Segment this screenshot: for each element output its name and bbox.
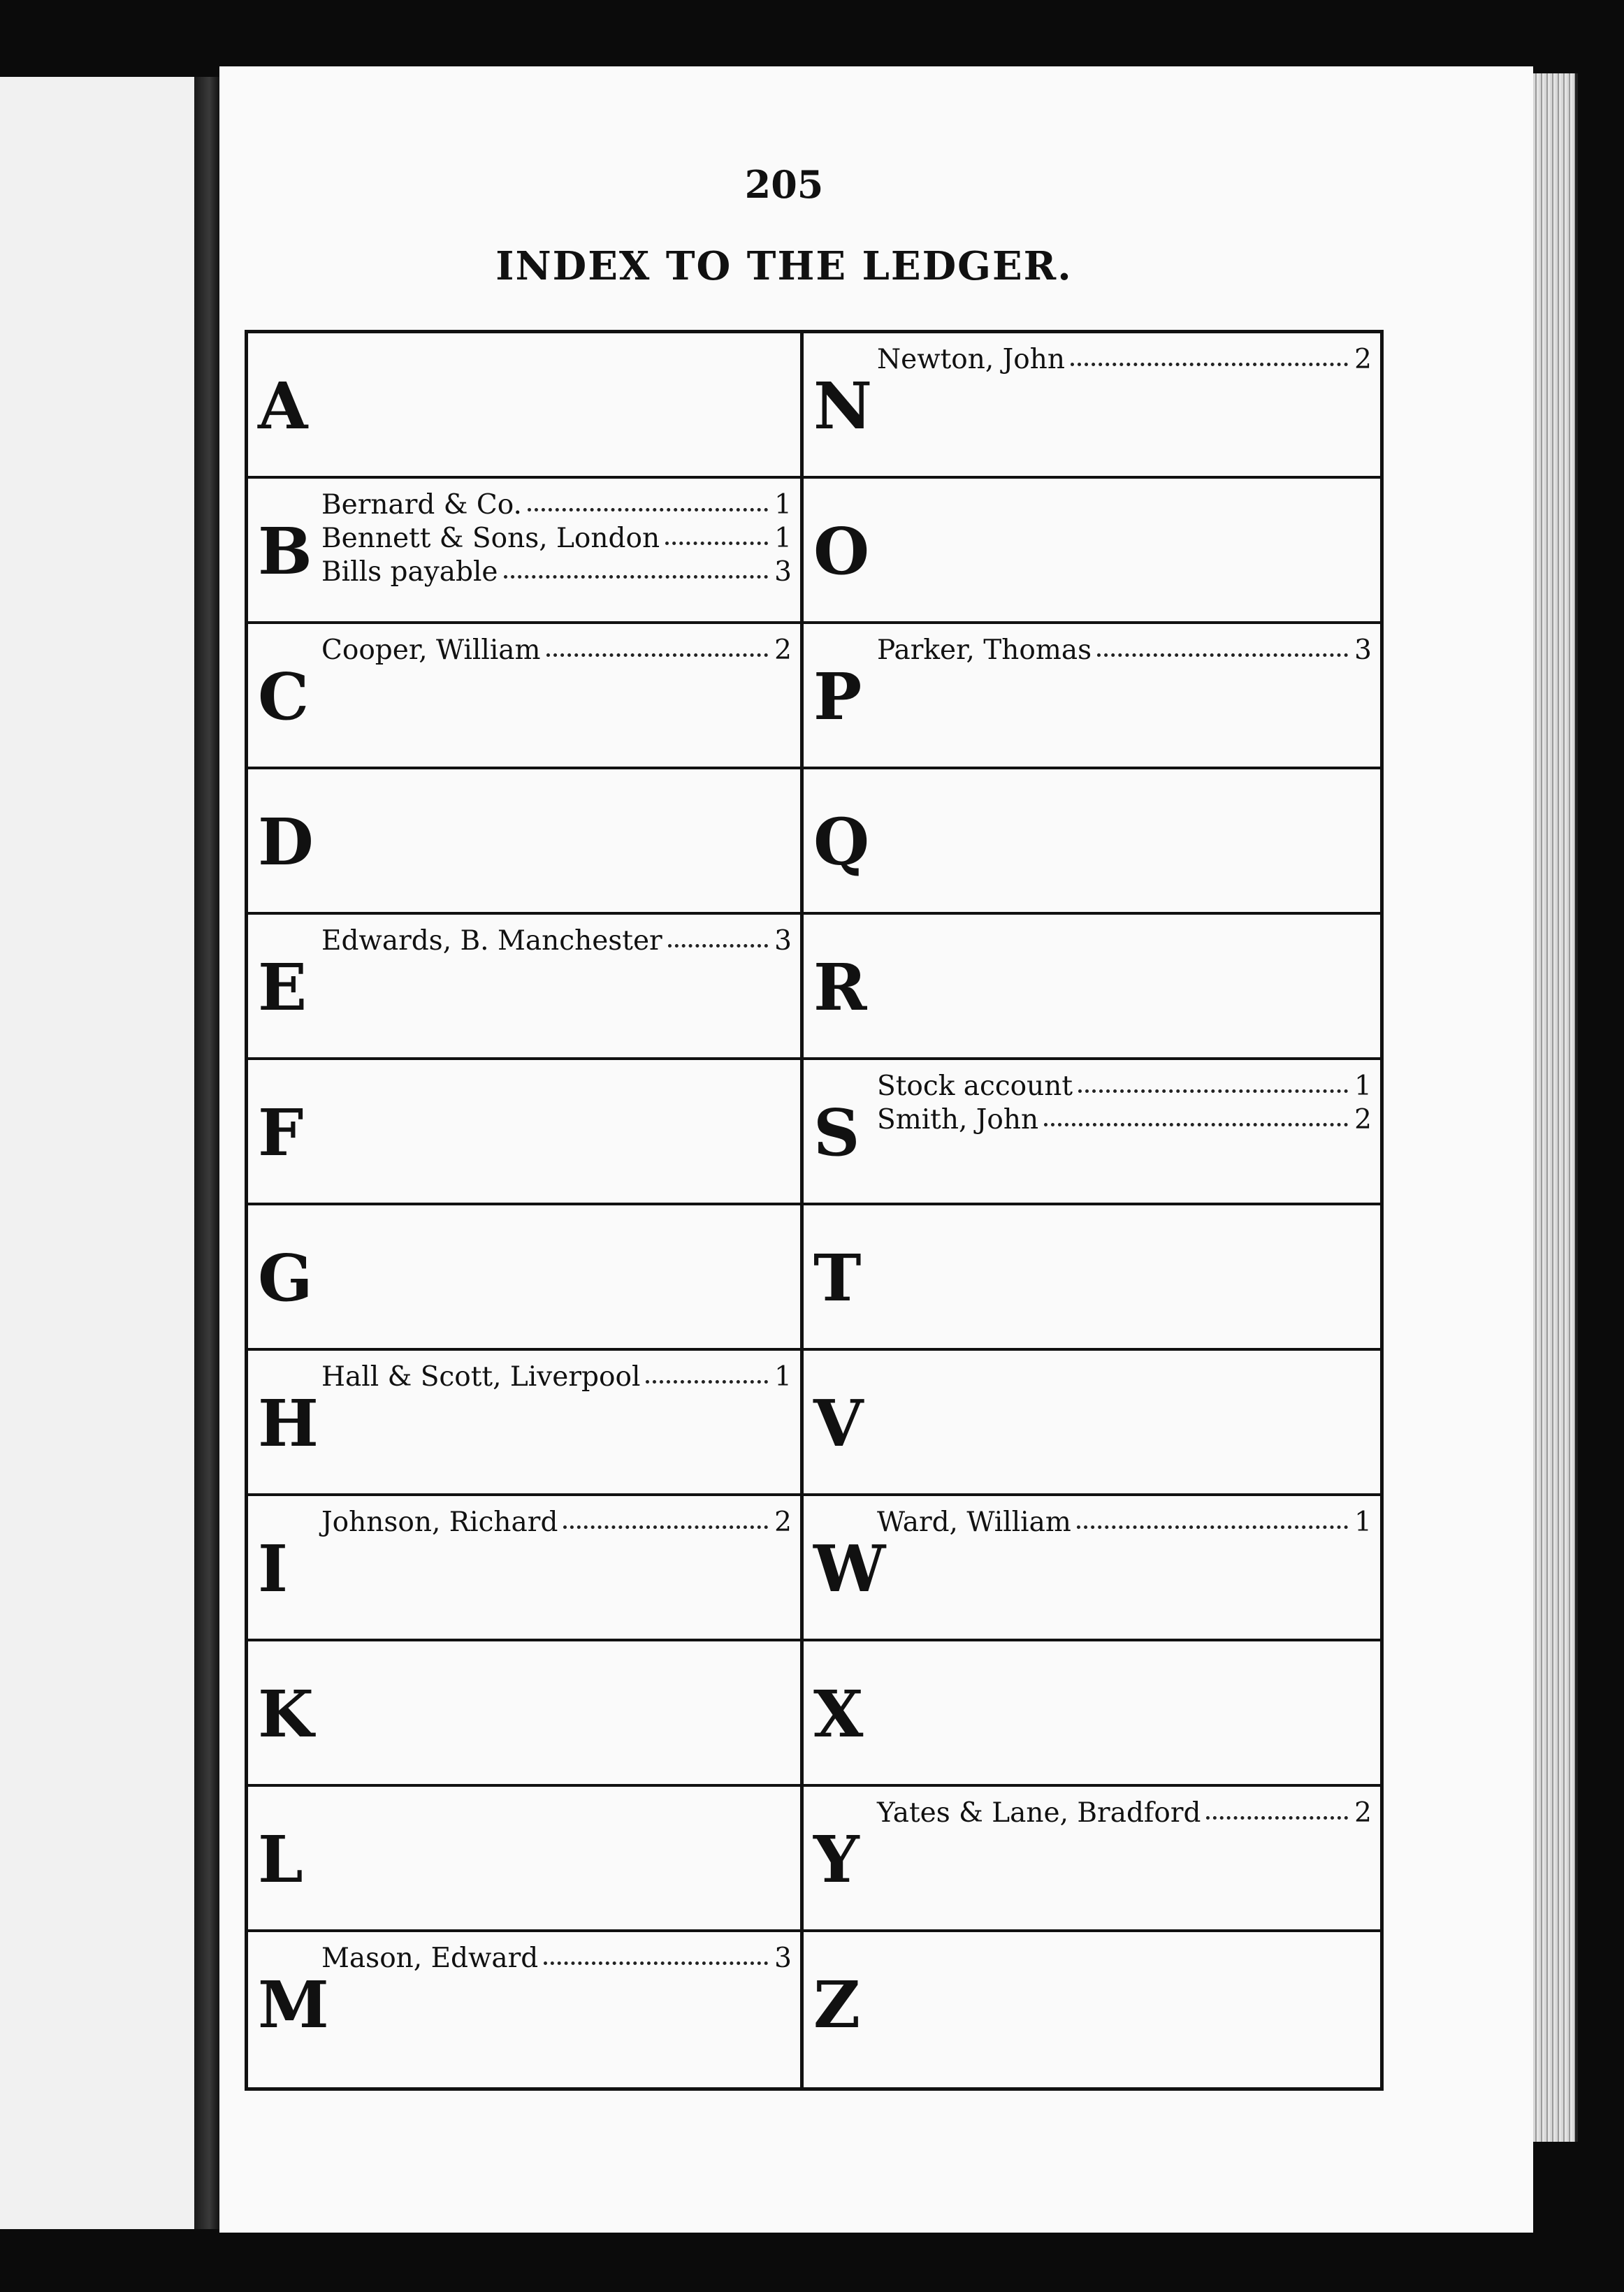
folio-number: 2: [774, 1507, 792, 1538]
folio-number: 1: [1354, 1507, 1372, 1538]
section-letter: E: [258, 950, 307, 1025]
folio-number: 2: [774, 634, 792, 666]
index-entry: [877, 343, 1372, 377]
page-number: 205: [744, 162, 824, 207]
page-title: INDEX TO THE LEDGER.: [495, 243, 1073, 289]
dot-leader: [1077, 1525, 1348, 1529]
account-name: Bernard & Co.: [321, 489, 522, 521]
entry-list: [877, 1506, 1372, 1539]
index-entry: [877, 634, 1372, 667]
dot-leader: [563, 1525, 768, 1529]
folio-number: 3: [774, 556, 792, 588]
index-section-k: [248, 1641, 800, 1787]
index-section-g: [248, 1205, 800, 1351]
account-name: Bills payable: [321, 556, 498, 588]
index-section-v: [804, 1351, 1380, 1496]
dot-leader: [665, 542, 768, 545]
section-letter: Z: [813, 1967, 861, 2043]
dot-leader: [668, 944, 768, 948]
folio-number: 2: [1354, 1797, 1372, 1829]
section-letter: G: [258, 1240, 313, 1316]
dot-leader: [504, 575, 768, 579]
section-letter: Y: [813, 1822, 860, 1897]
section-letter: Q: [813, 804, 870, 880]
entry-list: [321, 1361, 792, 1394]
entry-list: [321, 634, 792, 667]
index-entry: [321, 522, 792, 556]
dot-leader: [646, 1380, 768, 1384]
section-letter: B: [258, 514, 312, 589]
folio-number: 1: [774, 1361, 792, 1393]
index-entry: [321, 556, 792, 589]
index-section-s: [804, 1060, 1380, 1205]
index-section-d: [248, 769, 800, 915]
entry-list: [877, 634, 1372, 667]
section-letter: M: [258, 1967, 329, 2043]
account-name: Smith, John: [877, 1104, 1039, 1136]
index-entry: [321, 1506, 792, 1539]
folio-number: 3: [774, 925, 792, 957]
section-letter: O: [813, 514, 870, 589]
section-letter: A: [258, 368, 308, 444]
account-name: Parker, Thomas: [877, 634, 1092, 666]
index-column-left: [248, 333, 800, 2087]
section-letter: X: [813, 1676, 864, 1752]
index-column-right: [804, 333, 1380, 2087]
folio-number: 2: [1354, 1104, 1372, 1136]
account-name: Ward, William: [877, 1507, 1071, 1538]
folio-number: 2: [1354, 344, 1372, 375]
account-name: Edwards, B. Manchester: [321, 925, 662, 957]
dot-leader: [528, 508, 768, 512]
folio-number: 3: [1354, 634, 1372, 666]
account-name: Hall & Scott, Liverpool: [321, 1361, 641, 1393]
index-section-i: [248, 1496, 800, 1641]
section-letter: R: [813, 950, 867, 1025]
index-section-f: [248, 1060, 800, 1205]
index-section-o: [804, 479, 1380, 624]
account-name: Cooper, William: [321, 634, 541, 666]
section-letter: F: [258, 1095, 304, 1170]
account-name: Bennett & Sons, London: [321, 523, 660, 554]
index-section-z: [804, 1932, 1380, 2077]
dot-leader: [1071, 363, 1348, 366]
index-section-l: [248, 1787, 800, 1932]
book-gutter: [194, 77, 219, 2229]
index-section-x: [804, 1641, 1380, 1787]
index-section-c: [248, 624, 800, 769]
dot-leader: [1044, 1123, 1348, 1126]
index-entry: [321, 1942, 792, 1975]
ledger-index-table: [245, 330, 1384, 2091]
index-section-p: [804, 624, 1380, 769]
section-letter: W: [813, 1531, 886, 1606]
index-entry: [877, 1070, 1372, 1103]
index-entry: [321, 924, 792, 958]
dot-leader: [1206, 1816, 1348, 1820]
index-entry: [321, 634, 792, 667]
entry-list: [877, 343, 1372, 377]
account-name: Newton, John: [877, 344, 1066, 375]
account-name: Stock account: [877, 1071, 1073, 1102]
account-name: Mason, Edward: [321, 1943, 539, 1974]
index-section-q: [804, 769, 1380, 915]
section-letter: H: [258, 1386, 319, 1461]
dot-leader: [544, 1961, 768, 1965]
section-letter: N: [813, 368, 873, 444]
index-entry: [877, 1797, 1372, 1830]
index-section-n: [804, 333, 1380, 479]
index-entry: [321, 1361, 792, 1394]
entry-list: [321, 488, 792, 589]
section-letter: I: [258, 1531, 289, 1606]
folio-number: 1: [1354, 1071, 1372, 1102]
index-section-m: [248, 1932, 800, 2077]
section-letter: V: [813, 1386, 864, 1461]
index-section-b: [248, 479, 800, 624]
index-section-t: [804, 1205, 1380, 1351]
entry-list: [321, 1942, 792, 1975]
section-letter: L: [258, 1822, 303, 1897]
entry-list: [877, 1797, 1372, 1830]
section-letter: P: [813, 659, 862, 734]
entry-list: [321, 924, 792, 958]
index-section-y: [804, 1787, 1380, 1932]
entry-list: [877, 1070, 1372, 1137]
account-name: Yates & Lane, Bradford: [877, 1797, 1201, 1829]
section-letter: C: [258, 659, 310, 734]
facing-page: [0, 77, 194, 2229]
folio-number: 1: [774, 523, 792, 554]
page-edges: [1533, 73, 1578, 2142]
index-section-w: [804, 1496, 1380, 1641]
section-letter: K: [258, 1676, 314, 1752]
dot-leader: [1097, 653, 1348, 657]
section-letter: T: [813, 1240, 862, 1316]
section-letter: S: [813, 1095, 860, 1170]
index-section-a: [248, 333, 800, 479]
index-section-h: [248, 1351, 800, 1496]
index-entry: [321, 488, 792, 522]
folio-number: 1: [774, 489, 792, 521]
dot-leader: [1078, 1089, 1348, 1093]
index-section-e: [248, 915, 800, 1060]
account-name: Johnson, Richard: [321, 1507, 558, 1538]
folio-number: 3: [774, 1943, 792, 1974]
entry-list: [321, 1506, 792, 1539]
index-entry: [877, 1506, 1372, 1539]
dot-leader: [546, 653, 768, 657]
index-entry: [877, 1103, 1372, 1137]
section-letter: D: [258, 804, 314, 880]
index-section-r: [804, 915, 1380, 1060]
